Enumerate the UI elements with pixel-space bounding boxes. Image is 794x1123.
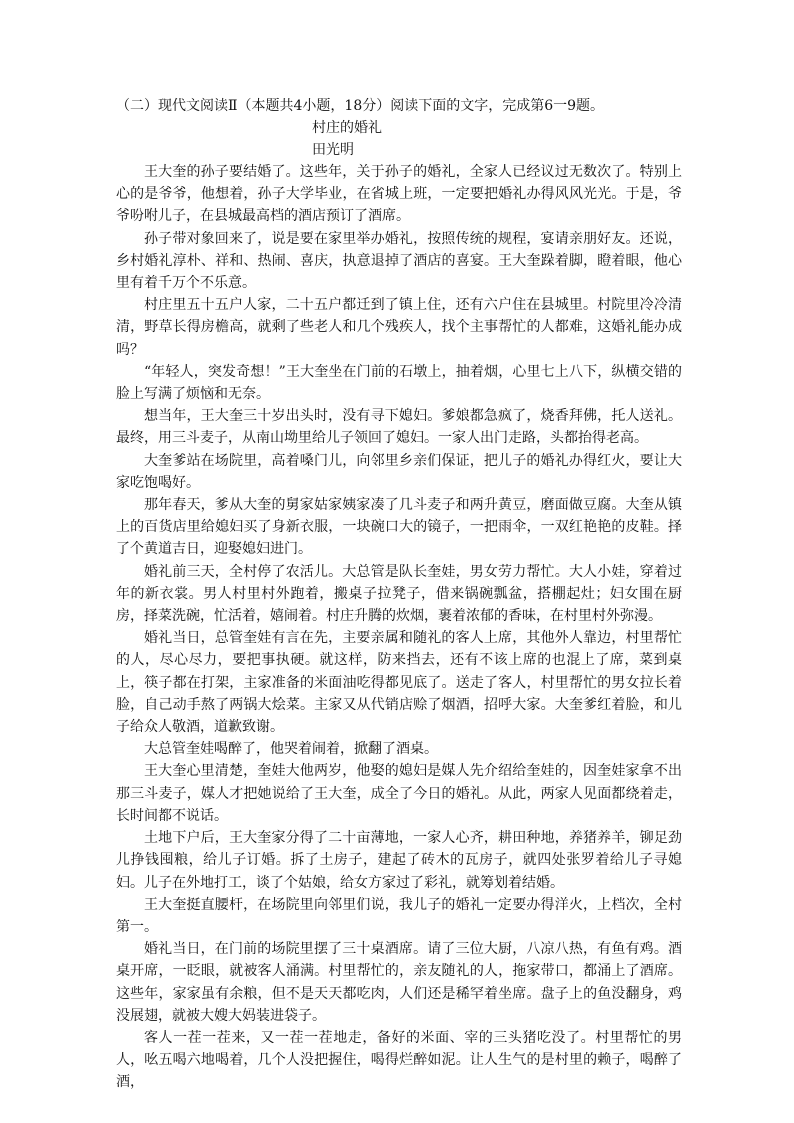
- paragraph: 那年春天，爹从大奎的舅家姑家姨家凑了几斗麦子和两升黄豆，磨面做豆腐。大奎从镇上的百货店里给媳妇买了身新衣服，一块碗口大的镜子，一把雨伞，一双红艳艳的皮鞋。择了个黄道吉日，迎娶媳妇进门。: [116, 497, 682, 558]
- document-page: [116, 95, 682, 1094]
- paragraph: 大奎爹站在场院里，高着嗓门儿，向邻里乡亲们保证，把儿子的婚礼办得红火，要让大家吃饱喝好。: [116, 452, 682, 491]
- paragraph: 土地下户后，王大奎家分得了二十亩薄地，一家人心齐，耕田种地，养猪养羊，铆足劲儿挣钱囤粮，给儿子订婚。拆了土房子，建起了砖木的瓦房子，就四处张罗着给儿子寻媳妇。儿子在外地打工，谈了个姑娘，给女方家过了彩礼，就筹划着结婚。: [116, 830, 682, 891]
- paragraph: 大总管奎娃喝醉了，他哭着闹着，掀翻了酒桌。: [144, 741, 438, 758]
- paragraph: 王大奎心里清楚，奎娃大他两岁，他娶的媳妇是媒人先介绍给奎娃的，因奎娃家拿不出那三斗麦子，媒人才把她说给了王大奎，成全了今日的婚礼。从此，两家人见面都绕着走，长时间都不说话。: [116, 763, 682, 824]
- paragraph: “年轻人，突发奇想！”王大奎坐在门前的石墩上，抽着烟，心里七上八下，纵横交错的脸上写满了烦恼和无奈。: [116, 363, 682, 403]
- paragraph: 王大奎挺直腰杆，在场院里向邻里们说，我儿子的婚礼一定要办得洋火，上档次，全村第一。: [116, 896, 682, 935]
- paragraph: 婚礼前三天，全村停了农活儿。大总管是队长奎娃，男女劳力帮忙。大人小娃，穿着过年的新衣裳。男人村里村外跑着，搬桌子拉凳子，借来锅碗瓢盆，搭棚起灶；妇女围在厨房，择菜洗碗，忙活着，嬉闹着。村庄升腾的炊烟，裹着浓郁的香味，在村里村外弥漫。: [116, 563, 682, 625]
- article-author: 田光明: [312, 142, 354, 158]
- paragraph: 村庄里五十五户人家，二十五户都迁到了镇上住，还有六户住在县城里。村院里冷冷清清，野草长得房檐高，就剩了些老人和几个残疾人，找个主事帮忙的人都难，这婚礼能办成吗？: [116, 297, 682, 358]
- paragraph: 孙子带对象回来了，说是要在家里举办婚礼，按照传统的规程，宴请亲朋好友。还说，乡村婚礼淳朴、祥和、热闹、喜庆，执意退掉了酒店的喜宴。王大奎跺着脚，瞪着眼，他心里有着千万个不乐意。: [116, 230, 682, 292]
- paragraph: 婚礼当日，在门前的场院里摆了三十桌酒席。请了三位大厨，八凉八热，有鱼有鸡。酒桌开席，一眨眼，就被客人涌满。村里帮忙的，亲友随礼的人，拖家带口，都涌上了酒席。这些年，家家虽有余粮，但不是天天都吃肉，人们还是稀罕着坐席。盘子上的鱼没翻身，鸡没展翅，就被大嫂大妈装进袋子。: [116, 941, 682, 1024]
- section-heading: （二）现代文阅读Ⅱ（本题共4小题，18分）阅读下面的文字，完成第6一9题。: [116, 98, 605, 114]
- paragraph: 王大奎的孙子要结婚了。这些年，关于孙子的婚礼，全家人已经议过无数次了。特别上心的是爷爷，他想着，孙子大学毕业，在省城上班，一定要把婚礼办得风风光光。于是，爷爷吩咐儿子，在县城最高档的酒店预订了酒席。: [116, 164, 682, 225]
- paragraph: 客人一茬一茬来，又一茬一茬地走，备好的米面、宰的三头猪吃没了。村里帮忙的男人，吆五喝六地喝着，几个人没把握住，喝得烂醉如泥。让人生气的是村里的赖子，喝醉了酒，: [116, 1029, 682, 1091]
- article-title: 村庄的婚礼: [312, 120, 382, 136]
- article-title-block: [312, 117, 682, 161]
- paragraph: 想当年，王大奎三十岁出头时，没有寻下媳妇。爹娘都急疯了，烧香拜佛，托人送礼。最终，用三斗麦子，从南山坳里给儿子领回了媳妇。一家人出门走路，头都抬得老高。: [116, 408, 682, 447]
- paragraph: 婚礼当日，总管奎娃有言在先，主要亲属和随礼的客人上席，其他外人靠边，村里帮忙的人，尽心尽力，要把事执硬。就这样，防来挡去，还有不该上席的也混上了席，菜到桌上，筷子都在打架，主家准备的米面油吃得都见底了。送走了客人，村里帮忙的男女拉长着脸，自己动手熬了两锅大烩菜。主家又从代销店赊了烟酒，招呼大家。大奎爹红着脸，和儿子给众人敬酒，道歉致谢。: [116, 630, 682, 736]
